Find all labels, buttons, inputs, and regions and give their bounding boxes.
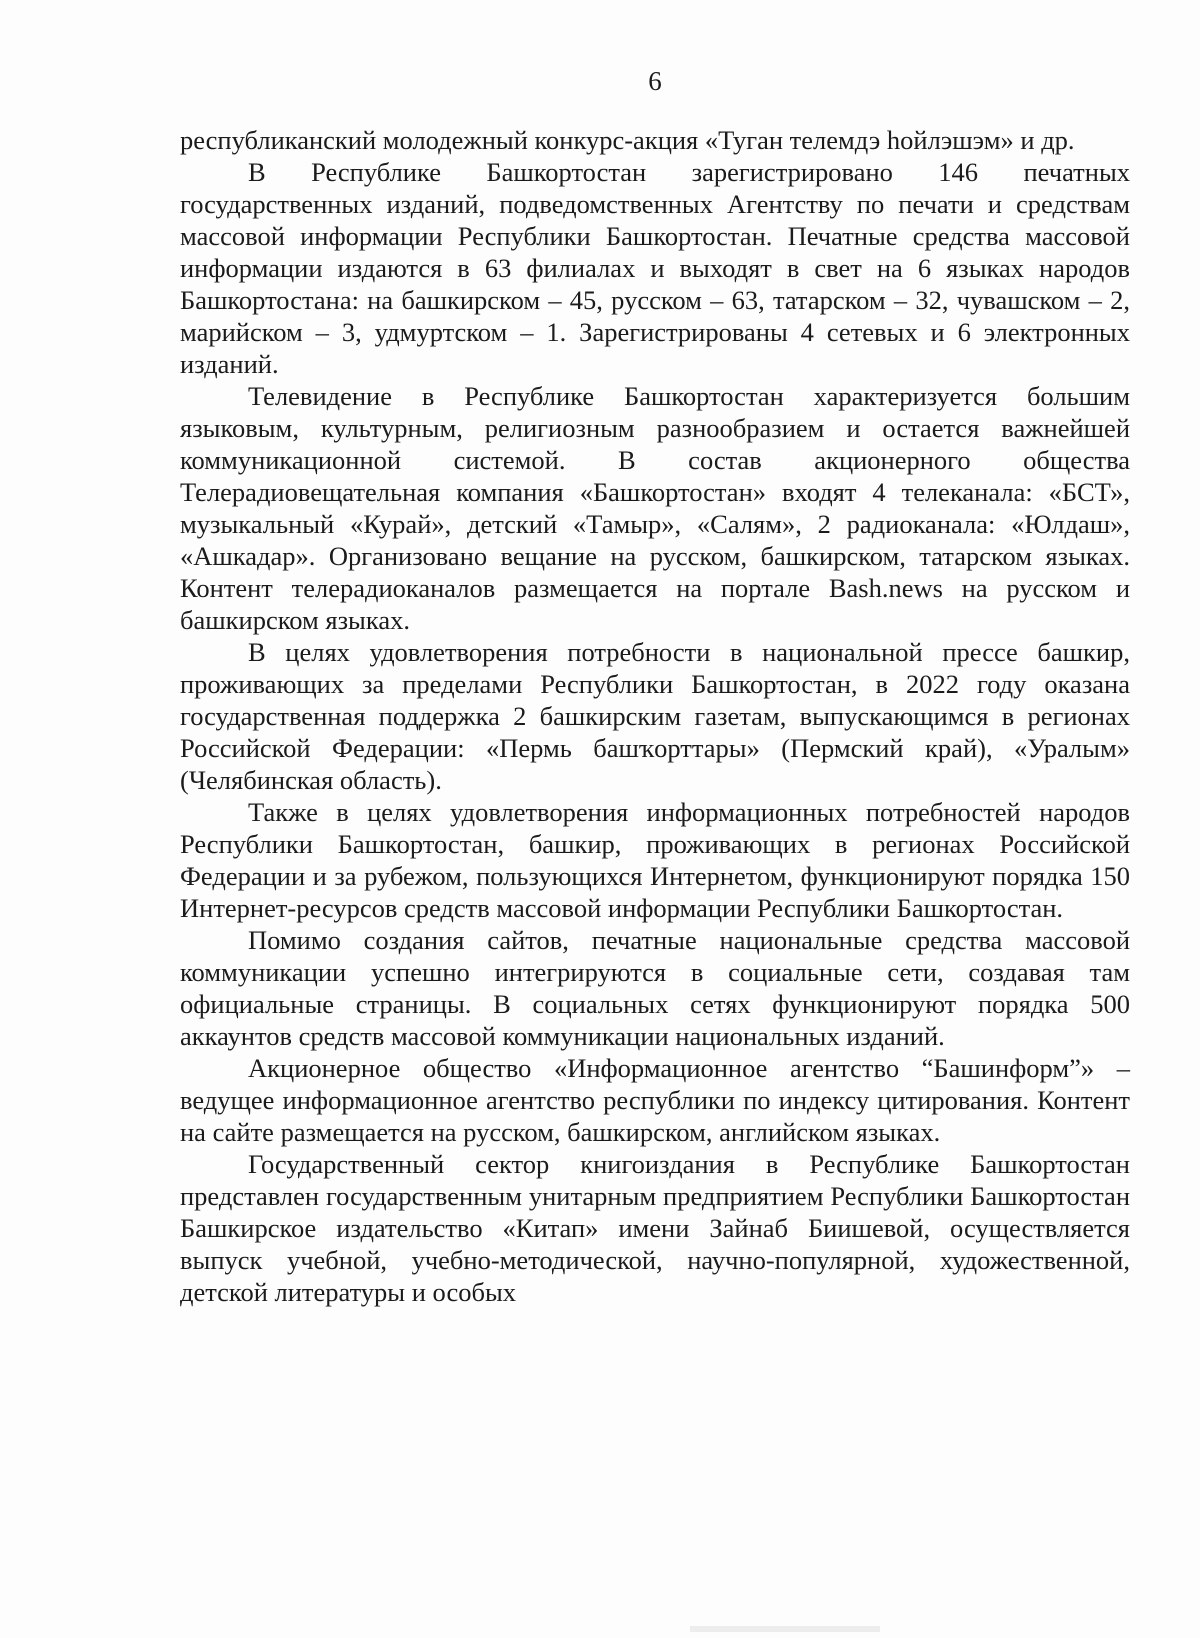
- document-body: [180, 124, 1130, 1308]
- paragraph-bashinform: Акционерное общество «Информационное агентство “Башинформ”» – ведущее информационное агентство республики по индексу цитирования. Контент на сайте размещается на русском, башкирском, английском языках.: [180, 1053, 1130, 1147]
- paragraph-print-media: В Республике Башкортостан зарегистрировано 146 печатных государственных изданий, подведомственных Агентству по печати и средствам массовой информации Республики Башкортостан. Печатные средства массовой информации издаются в 63 филиалах и выходят в свет на 6 языках народов Башкортостана: на башкирском – 45, русском – 63, татарском – 32, чувашском – 2, марийском – 3, удмуртском – 1. Зарегистрированы 4 сетевых и 6 электронных изданий.: [180, 157, 1130, 379]
- paragraph-social-networks: Помимо создания сайтов, печатные национальные средства массовой коммуникации успешно интегрируются в социальные сети, создавая там официальные страницы. В социальных сетях функционируют порядка 500 аккаунтов средств массовой коммуникации национальных изданий.: [180, 925, 1130, 1051]
- paragraph-television: Телевидение в Республике Башкортостан характеризуется большим языковым, культурным, религиозным разнообразием и остается важнейшей коммуникационной системой. В состав акционерного общества Телерадиовещательная компания «Башкортостан» входят 4 телеканала: «БСТ», музыкальный «Курай», детский «Тамыр», «Салям», 2 радиоканала: «Юлдаш», «Ашкадар». Организовано вещание на русском, башкирском, татарском языках. Контент телерадиоканалов размещается на портале Bash.news на русском и башкирском языках.: [180, 381, 1130, 635]
- page-number: 6: [648, 66, 662, 96]
- paragraph-internet-resources: Также в целях удовлетворения информационных потребностей народов Республики Башкортостан, башкир, проживающих в регионах Российской Федерации и за рубежом, пользующихся Интернетом, функционируют порядка 150 Интернет-ресурсов средств массовой информации Республики Башкортостан.: [180, 797, 1130, 923]
- paragraph-continuation: республиканский молодежный конкурс-акция «Туган телемдэ һойлэшэм» и др.: [180, 125, 1075, 155]
- scan-artifact: [690, 1626, 880, 1632]
- paragraph-press-support: В целях удовлетворения потребности в национальной прессе башкир, проживающих за пределами Республики Башкортостан, в 2022 году оказана государственная поддержка 2 башкирским газетам, выпускающимся в регионах Российской Федерации: «Пермь башҡорттары» (Пермский край), «Уралым» (Челябинская область).: [180, 637, 1130, 795]
- paragraph-book-publishing: Государственный сектор книгоиздания в Республике Башкортостан представлен государственным унитарным предприятием Республики Башкортостан Башкирское издательство «Китап» имени Зайнаб Биишевой, осуществляется выпуск учебной, учебно-методической, научно-популярной, художественной, детской литературы и особых: [180, 1149, 1130, 1307]
